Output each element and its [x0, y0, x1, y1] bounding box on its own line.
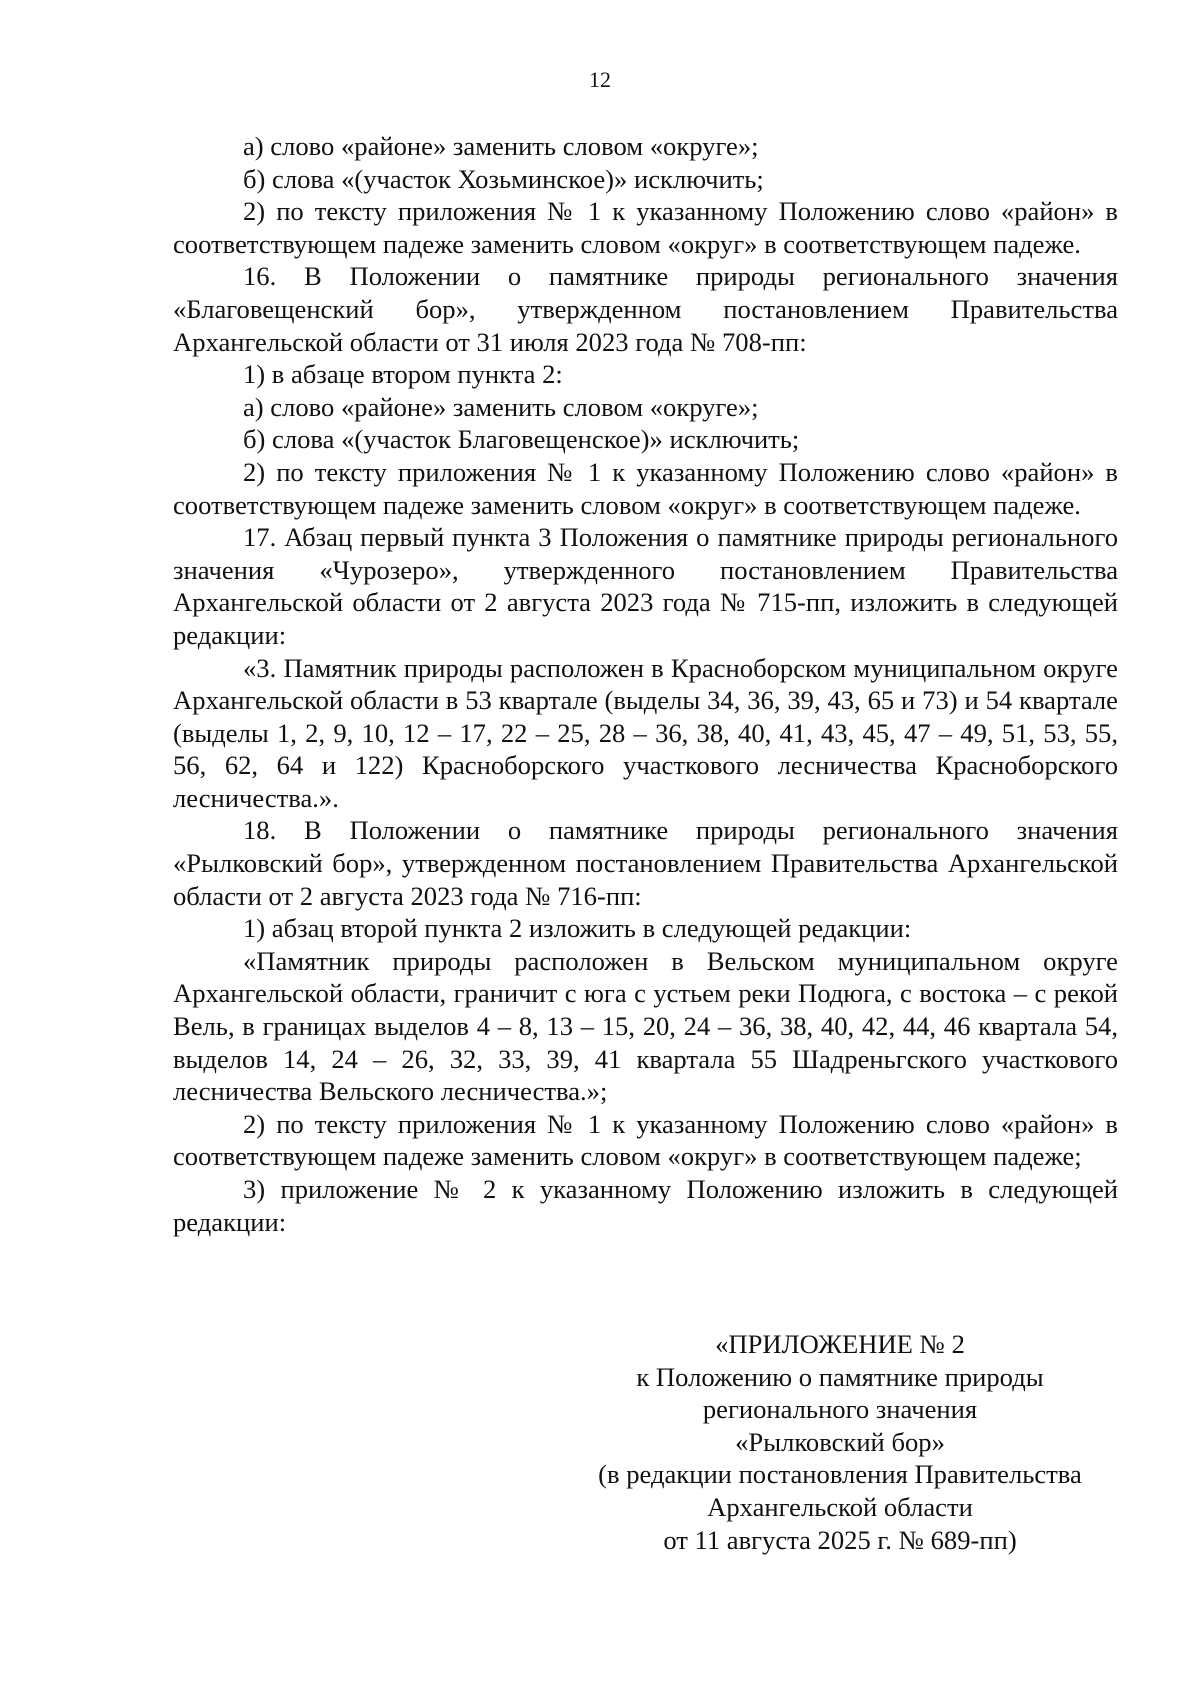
appendix-line: от 11 августа 2025 г. № 689-пп) — [663, 1524, 1017, 1555]
quoted-paragraph: «Памятник природы расположен в Вельском муниципальном округе Архангельской области, граничит с юга с устьем реки Подюга, с востока – с рекой Вель, в границах выделов 4 – 8, 13 – 15, 20, 24 – 36, 38, 40, 42, 44, 46 квартала 54, выделов 14, 24 – 26, 32, 33, 39, 41 квартала 55 Шадреньгского участкового лесничества Вельского лесничества.»; — [173, 945, 1118, 1107]
appendix-title: «ПРИЛОЖЕНИЕ № 2 — [715, 1329, 965, 1359]
appendix-line: к Положению о памятнике природы — [636, 1361, 1044, 1392]
paragraph: а) слово «районе» заменить словом «округе»; — [243, 131, 759, 161]
quoted-paragraph: «3. Памятник природы расположен в Красноборском муниципальном округе Архангельской области в 53 квартале (выделы 34, 36, 39, 43, 65 и 73) и 54 квартале (выделы 1, 2, 9, 10, 12 – 17, 22 – 25, 28 – 36, 38, 40, 41, 43, 45, 47 – 49, 51, 53, 55, 56, 62, 64 и 122) Красноборского участкового лесничества Красноборского лесничества.». — [173, 652, 1118, 813]
paragraph: 2) по тексту приложения № 1 к указанному Положению слово «район» в соответствующем падеже заменить словом «округ» в соответствующем падеже; — [173, 1108, 1118, 1172]
appendix-line: Архангельской области — [707, 1491, 973, 1522]
paragraph: 2) по тексту приложения № 1 к указанному Положению слово «район» в соответствующем падеже заменить словом «округ» в соответствующем падеже. — [173, 196, 1118, 259]
paragraph-section-18: 18. В Положении о памятнике природы регионального значения «Рылковский бор», утвержденном постановлением Правительства Архангельской области от 2 августа 2023 года № 716-пп: — [173, 815, 1118, 911]
page-number: 12 — [589, 67, 611, 92]
paragraph: 1) в абзаце втором пункта 2: — [243, 359, 563, 390]
appendix-header — [560, 1328, 1120, 1556]
paragraph: а) слово «районе» заменить словом «округе»; — [243, 391, 759, 422]
appendix-line: (в редакции постановления Правительства — [598, 1459, 1082, 1490]
paragraph: 1) абзац второй пункта 2 изложить в следующей редакции: — [243, 913, 912, 944]
paragraph: б) слова «(участок Благовещенское)» исключить; — [243, 424, 800, 455]
paragraph: б) слова «(участок Хозьминское)» исключить; — [243, 163, 764, 194]
appendix-line: «Рылковский бор» — [735, 1426, 945, 1457]
paragraph-section-16: 16. В Положении о памятнике природы регионального значения «Благовещенский бор», утвержденном постановлением Правительства Архангельской области от 31 июля 2023 года № 708-пп: — [173, 261, 1118, 357]
paragraph-section-17: 17. Абзац первый пункта 3 Положения о памятнике природы регионального значения «Чурозеро», утвержденного постановлением Правительства Архангельской области от 2 августа 2023 года № 715-пп, изложить в следующей редакции: — [173, 522, 1118, 650]
appendix-line: регионального значения — [702, 1394, 978, 1425]
document-body — [173, 130, 1118, 1238]
paragraph: 2) по тексту приложения № 1 к указанному Положению слово «район» в соответствующем падеже заменить словом «округ» в соответствующем падеже. — [173, 456, 1118, 520]
paragraph: 3) приложение № 2 к указанному Положению изложить в следующей редакции: — [173, 1174, 1118, 1237]
